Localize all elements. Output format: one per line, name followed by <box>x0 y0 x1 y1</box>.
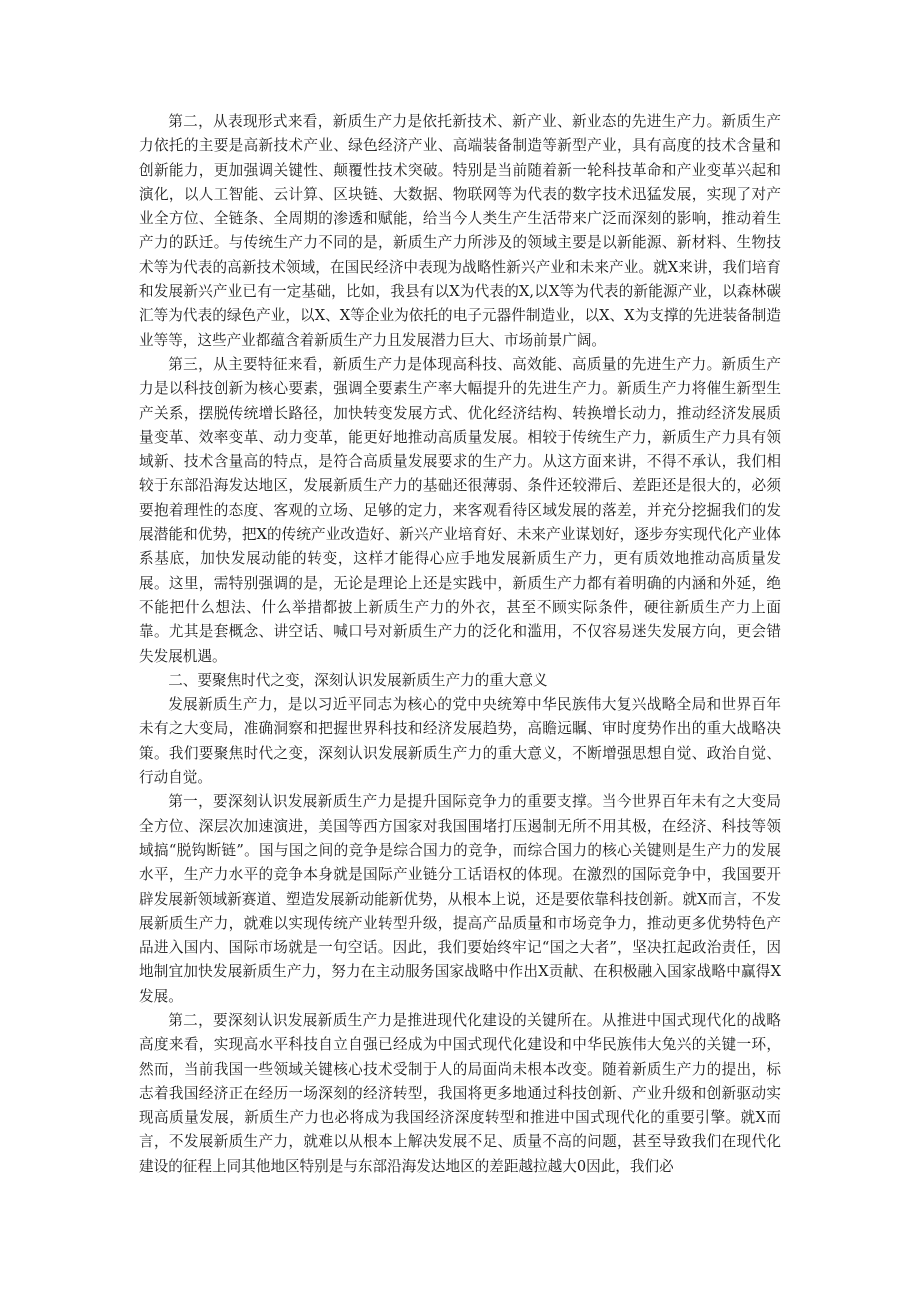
section-heading-two: 二、要聚焦时代之变，深刻认识发展新质生产力的重大意义 <box>168 671 548 689</box>
paragraph-third-feature: 第三，从主要特征来看，新质生产力是体现高科技、高效能、高质量的先进生产力。新质生产力是以科技创新为核心要素，强调全要素生产率大幅提升的先进生产力。新质生产力将催生新型生产关系，摆脱传统增长路径，加快转变发展方式、优化经济结构、转换增长动力，推动经济发展质量变革、效率变革、动力变革，能更好地推动高质量发展。相较于传统生产力，新质生产力具有领域新、技术含量高的特点，是符合高质量发展要求的生产力。从这方面来讲，不得不承认，我们相较于东部沿海发达地区，发展新质生产力的基础还很薄弱、条件还较滞后、差距还是很大的，必须要抱着理性的态度、客观的立场、足够的定力，来客观看待区域发展的落差，并充分挖掘我们的发展潜能和优势，把X的传统产业改造好、新兴产业培育好、未来产业谋划好，逐步夯实现代化产业体系基底，加快发展动能的转变，这样才能得心应手地发展新质生产力，更有质效地推动高质量发展。这里，需特别强调的是，无论是理论上还是实践中，新质生产力都有着明确的内涵和外延，绝不能把什么想法、什么举措都披上新质生产力的外衣，甚至不顾实际条件，硬往新质生产力上面靠。尤其是套概念、讲空话、喊口号对新质生产力的泛化和滥用，不仅容易迷失发展方向，更会错失发展机遇。 <box>139 355 781 665</box>
paragraph-second-form: 第二，从表现形式来看，新质生产力是依托新技术、新产业、新业态的先进生产力。新质生产力依托的主要是高新技术产业、绿色经济产业、高端装备制造等新型产业，具有高度的技术含量和创新能力，更加强调关键性、颠覆性技术突破。特别是当前随着新一轮科技革命和产业变革兴起和演化，以人工智能、云计算、区块链、大数据、物联网等为代表的数字技术迅猛发展，实现了对产业全方位、全链条、全周期的渗透和赋能，给当今人类生产生活带来广泛而深刻的影响，推动着生产力的跃迁。与传统生产力不同的是，新质生产力所涉及的领域主要是以新能源、新材料、生物技术等为代表的高新技术领域，在国民经济中表现为战略性新兴产业和未来产业。就X来讲，我们培育和发展新兴产业已有一定基础，比如，我县有以X为代表的X,以X等为代表的新能源产业，以森林碳汇等为代表的绿色产业，以X、X等企业为依托的电子元器件制造业，以X、X为支撑的先进装备制造业等等，这些产业都蕴含着新质生产力且发展潜力巨大、市场前景广阔。 <box>139 113 781 349</box>
document-body <box>139 110 781 1179</box>
paragraph-significance-intro: 发展新质生产力，是以习近平同志为核心的党中央统筹中华民族伟大复兴战略全局和世界百年未有之大变局，准确洞察和把握世界科技和经济发展趋势，高瞻远瞩、审时度势作出的重大战略决策。我们要聚焦时代之变，深刻认识发展新质生产力的重大意义，不断增强思想自觉、政治自觉、行动自觉。 <box>139 696 781 787</box>
paragraph-first-competitiveness: 第一，要深刻认识发展新质生产力是提升国际竞争力的重要支撑。当今世界百年未有之大变局全方位、深层次加速演进，美国等西方国家对我国围堵打压遏制无所不用其极，在经济、科技等领域搞“脱钩断链”。国与国之间的竞争是综合国力的竞争，而综合国力的核心关键则是生产力的发展水平，生产力水平的竞争本身就是国际产业链分工话语权的体现。在激烈的国际竞争中，我国要开辟发展新领域新赛道、塑造发展新动能新优势，从根本上说，还是要依靠科技创新。就X而言，不发展新质生产力，就难以实现传统产业转型升级，提高产品质量和市场竞争力，推动更多优势特色产品进入国内、国际市场就是一句空话。因此，我们要始终牢记“国之大者”，坚决扛起政治责任，因地制宜加快发展新质生产力，努力在主动服务国家战略中作出X贡献、在积极融入国家战略中赢得X发展。 <box>139 793 781 1005</box>
paragraph-second-modernization: 第二，要深刻认识发展新质生产力是推进现代化建设的关键所在。从推进中国式现代化的战略高度来看，实现高水平科技自立自强已经成为中国式现代化建设和中华民族伟大兔兴的关键一环，然而，当前我国一些领域关键核心技术受制于人的局面尚未根本改变。随着新质生产力的提出，标志着我国经济正在经历一场深刻的经济转型，我国将更多地通过科技创新、产业升级和创新驱动实现高质量发展，新质生产力也必将成为我国经济深度转型和推进中国式现代化的重要引擎。就X而言，不发展新质生产力，就难以从根本上解决发展不足、质量不高的问题，甚至导致我们在现代化建设的征程上同其他地区特别是与东部沿海发达地区的差距越拉越大0因此，我们必 <box>139 1011 781 1175</box>
